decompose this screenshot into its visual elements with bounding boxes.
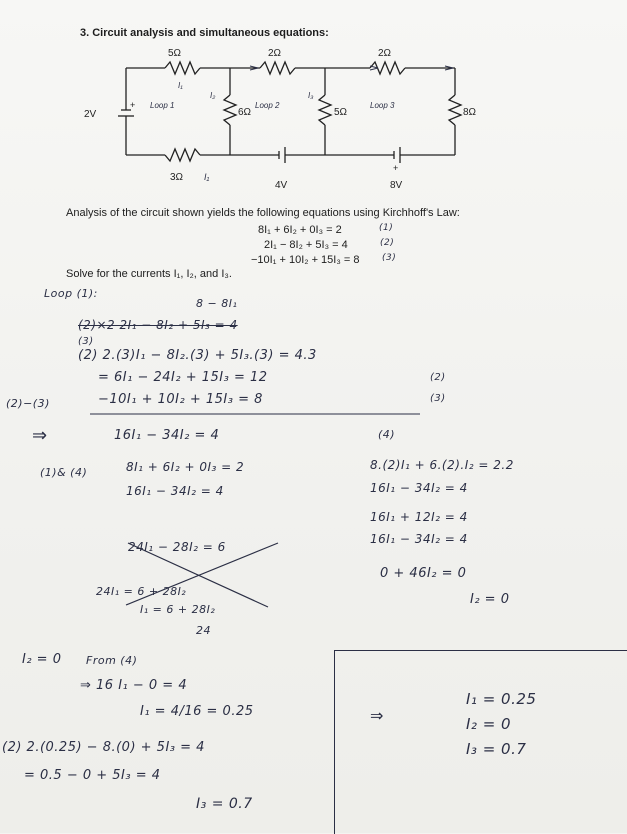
from-4-note: From (4) <box>86 654 138 667</box>
work-line-5: = 6I₁ − 24I₂ + 15I₃ = 12 <box>98 370 268 385</box>
source-4v-label: 4V <box>275 180 288 191</box>
system-1-eq-b: 16I₁ − 34I₂ = 4 <box>126 484 224 498</box>
r-mid2-label: 5Ω <box>334 107 348 118</box>
problem-heading: 3. Circuit analysis and simultaneous equations: <box>80 27 329 39</box>
system-2-eq-a: 8.(2)I₁ + 6.(2).I₂ = 2.2 <box>370 458 514 472</box>
work-line-1: 8 − 8I₁ <box>196 297 238 310</box>
problem-instruction: Solve for the currents I₁, I₂, and I₃. <box>66 268 232 280</box>
source-8v-label: 8V <box>390 180 403 191</box>
strike-through-mark <box>118 535 288 615</box>
work-line-7: 16I₁ − 34I₂ = 4 <box>114 428 220 443</box>
equation-tag-3: (3) <box>382 253 397 263</box>
cross-line-2: 24I₁ = 6 + 28I₂ <box>96 585 187 598</box>
plus-sign: + <box>130 100 136 110</box>
loop3-label: Loop 3 <box>370 101 395 110</box>
answer-i3: I₃ = 0.7 <box>466 740 527 758</box>
cross-line-3: I₁ = 6 + 28I₂ <box>140 603 216 616</box>
answer-arrow: ⇒ <box>370 706 384 725</box>
source-2v-label: 2V <box>84 109 97 120</box>
system-4-eq-b: I₂ = 0 <box>470 592 510 607</box>
equation-tag-2: (2) <box>380 238 395 248</box>
note-i2: I₂ <box>210 91 216 100</box>
equation-tag-1: (1) <box>379 223 394 233</box>
r-mid1-label: 6Ω <box>238 107 252 118</box>
loop2-label: Loop 2 <box>255 101 280 110</box>
note-i1-bottom: I₁ <box>204 172 210 182</box>
substitute-line-2: I₁ = 4/16 = 0.25 <box>140 704 254 719</box>
note-i3: I₃ <box>308 91 314 100</box>
note-i1-top: I₁ <box>178 81 183 90</box>
substitute-line-3: (2) 2.(0.25) − 8.(0) + 5I₃ = 4 <box>2 740 205 755</box>
loop-label: Loop (1): <box>44 287 98 300</box>
substitute-line-4: = 0.5 − 0 + 5I₃ = 4 <box>24 768 161 783</box>
r-top2-label: 2Ω <box>268 48 282 59</box>
equation-1: 8I₁ + 6I₂ + 0I₃ = 2 <box>258 224 342 236</box>
work-line-6-label: (2)−(3) <box>6 397 50 410</box>
system-3-eq-a: 16I₁ + 12I₂ = 4 <box>370 510 468 524</box>
underline-rule <box>90 412 420 416</box>
problem-intro: Analysis of the circuit shown yields the following equations using Kirchhoff's Law: <box>66 207 460 219</box>
equation-3: −10I₁ + 10I₂ + 15I₃ = 8 <box>251 254 360 266</box>
loop1-label: Loop 1 <box>150 101 175 110</box>
work-line-4: (2) 2.(3)I₁ − 8I₂.(3) + 5I₃.(3) = 4.3 <box>78 348 317 363</box>
cross-line-4: 24 <box>196 624 211 637</box>
work-line-2: (2)×2 2I₁ − 8I₂ + 5I₃ = 4 <box>78 318 238 332</box>
r-top1-label: 5Ω <box>168 48 182 59</box>
work-line-3: (3) <box>78 336 94 347</box>
system-2-eq-b: 16I₁ − 34I₂ = 4 <box>370 481 468 495</box>
answer-i1: I₁ = 0.25 <box>466 690 537 708</box>
circuit-diagram <box>70 40 490 200</box>
i2-zero-note: I₂ = 0 <box>22 652 62 667</box>
pair-label: (1)& (4) <box>40 466 88 479</box>
cross-line-1: 24I₁ − 28I₂ = 6 <box>128 540 226 554</box>
work-line-5-tag: (2) <box>430 372 446 383</box>
plus-sign-8v: + <box>393 163 399 173</box>
system-1-eq-a: 8I₁ + 6I₂ + 0I₃ = 2 <box>126 460 245 474</box>
result-arrow: ⇒ <box>32 425 48 446</box>
substitute-line-5: I₃ = 0.7 <box>196 796 253 812</box>
r-right-label: 8Ω <box>463 107 477 118</box>
r-bottom-label: 3Ω <box>170 172 184 183</box>
answer-i2: I₂ = 0 <box>466 715 512 733</box>
work-line-6: −10I₁ + 10I₂ + 15I₃ = 8 <box>98 392 263 407</box>
r-top3-label: 2Ω <box>378 48 392 59</box>
system-4-eq-a: 0 + 46I₂ = 0 <box>380 566 467 581</box>
work-line-7-tag: (4) <box>378 428 396 441</box>
equation-2: 2I₁ − 8I₂ + 5I₃ = 4 <box>264 239 348 251</box>
work-line-6-tag: (3) <box>430 393 446 404</box>
substitute-line-1: ⇒ 16 I₁ − 0 = 4 <box>80 678 188 693</box>
system-3-eq-b: 16I₁ − 34I₂ = 4 <box>370 532 468 546</box>
